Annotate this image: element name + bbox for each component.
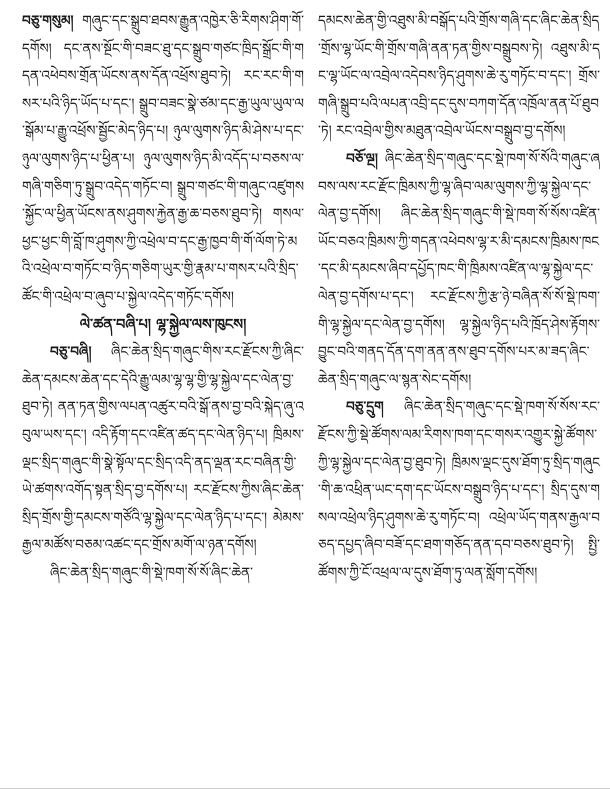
paragraph-14 (22, 339, 304, 560)
article-number: བཅོ་ལྔ། (346, 150, 378, 167)
paragraph-text: ཞིང་ཆེན་སྲིད་གཞུང་གི་སྡེ་ཁག་སོ་སོ་ཞིང་ཆེན་ (50, 564, 253, 581)
paragraph-text: དམངས་ཆེན་གྱི་འཐུས་མི་བསྒོད་པའི་གྲོས་གཞི་དང་ཞིང་ཆེན་སྲིད་གྲོས་ལྷ་ཡོང་གི་གྲོས་གཞི་ནན་ཏན་གྱིས་བསྒྲུབས་ཏེ། འཐུས་མི་དང་ལྷ་ཡོང་ལ་འབྲེལ་འདེབས་ཉིད་ཤུགས་ཆེ་རུ་གཏོང་བ་དང་། གྲོས་གཞི་སྒྲུབ་པའི་ལཔན་འབྲི་དང་དུས་བཀག་དོན་འཁྲོལ་ནན་པོ་ཐུབ་ཏེ། རང་འབྲེལ་གྱིས་མཐུན་འབྲེལ་ཡོངས་བསྒྲུབ་བྱ་དགོས། (318, 13, 600, 140)
bottom-rule (0, 788, 610, 789)
article-number: བཅུ་བཞི། (50, 344, 92, 361)
paragraph-continuation (318, 8, 600, 146)
paragraph-text: གཞུང་དང་སྒྲུབ་ཐབས་རྒྱུན་འཁྱེར་ཅི་རིགས་ཤིག་གོ་དགོས། དང་ནས་སྔོང་གི་བཟང་ཐུ་དང་སྒྲུབ་གཙང་ཁྲིད་སྒྲོང་གི་གདན་འཕེབས་གྲོན་ཡོངས་ནས་དོན་འཕྲོས་ཐུབ་ཏེ། རང་རང་གི་གསར་པའི་ཉིད་ཡོད་པ་དང་། སྒྲུབ་བཟང་སྣེ་ཙམ་དང་རྒྱ་ཡུལ་ཡུལ་ལ་སྒོམ་པ་རྒྱུ་འཕྲོས་སྦྱོང་མེད་ཉིད་པ། ཉུལ་ལུགས་ཉིད་མི་ཤེས་པ་དང་ཉུལ་ལུགས་ཉིད་པ་ཕྱིན་པ། ཉུལ་ལུགས་ཉིད་མི་འདོད་པ་བཅས་ལ་གཞི་གཅིག་ཏུ་སྒྲུབ་འདེད་གཏོང་བ། སྒྲུབ་གཙང་གི་གཞུང་འཛུགས་སྐྱོང་ལ་ཕྱིན་ཡོངས་ནས་ཤུགས་རྐྱེན་རྒྱ་ཆ་བཅས་ཐུབ་ཏེ། གསལ་ཕྱང་ཕྱང་གི་བློ་ཁ་ཤུགས་ཀྱི་འཕྲེལ་བ་དང་རྒྱ་ཁྱབ་གི་གོ་ལོག་ཏེ་མའི་འཕྲེལ་བ་གཏོང་བ་ཉིད་གཅིག་ཡུར་གྱི་རྣམ་པ་གསར་པའི་སྲིད་ཚོང་གི་འཕྲེལ་བ་ཞུབ་པ་སྐྱེལ་འདེད་གཏོང་དགོས། (22, 13, 304, 305)
paragraph-text: ཞིང་ཆེན་སྲིད་གཞུང་དང་སྡེ་ཁག་སོ་སོས་རང་རྫོངས་ཀྱི་སྡེ་ཚོགས་ལམ་རིགས་ཁག་དང་གསར་འགྱུར་སྐྱེ་ཚོགས་ཀྱི་ལྷ་སྐྱེལ་དང་ལེན་བྱ་ཐུབ་ཏེ། ཁྲིམས་ལྡང་དུས་ཐོག་ཏུ་སྲིད་གཞུང་གི་ཆ་འཕྲིན་ཡང་དག་དང་ཡོངས་བསྒྲུབ་ཉིད་པ་དང་། སྲིད་དུས་གསལ་འཕྲེལ་ཉིད་ཤུགས་ཆེ་རུ་གཏོང་བ། འཕྲེལ་ཡོད་གནས་རྒྱལ་བཅད་དཔྱད་ཞིབ་བཟོ་དང་ཐག་གཅོད་ནན་དབ་བཅས་ཐུབ་ཏེ། སྤྱི་ཚོགས་ཀྱི་ངོ་འཕྲལ་ལ་དུས་ཐོག་ཏུ་ལན་སློག་དགོས། (318, 399, 600, 581)
left-column (22, 8, 304, 587)
section-heading: ལེ་ཚན་བཞི་པ། ལྷ་སྐྱེལ་ལས་ཁུངས། (79, 316, 247, 333)
right-column (318, 8, 600, 587)
paragraph-13 (22, 8, 304, 312)
article-number: བཅུ་གསུམ། (22, 13, 74, 29)
paragraph-16 (318, 394, 600, 587)
paragraph-continued (22, 560, 304, 588)
paragraph-15 (318, 146, 600, 394)
paragraph-text: ཞིང་ཆེན་སྲིད་གཞུང་གིས་རང་རྫོངས་ཀྱི་ཞིང་ཆེན་དམངས་ཆེན་དང་དེའི་རྒྱུ་ལམ་ལྷ་ལྷ་གྱི་ལྷ་སྐྱེལ་དང་ལེན་བྱ་ཐུབ་ཏེ། ནན་ཏན་གྱིས་ལཔན་འཚུར་བའི་སྒོ་ནས་བྱ་བའི་སྐེད་ཞུ་འབུལ་ཡས་དང་། འདི་རྟོག་དང་འཛིན་ཚད་དང་ལེན་ཉིད་པ། ཁྲིམས་ལྡང་སྲིད་གཞུང་གི་སྣེ་སྟོལ་དང་སྲིད་འདི་ནད་ལྡན་རང་བཞིན་གྱི་ཡེ་ཚགས་འགོད་སྟན་སྲིད་བྱ་དགོས་པ། རང་རྫོངས་ཀྱིས་ཞིང་ཆེན་སྲིད་གྲོས་གྱི་དམངས་གཙོའི་ལྷ་སྐྱེལ་དང་ལེན་ཉིད་པ་དང་། མེམས་རྒྱལ་མཚོས་བཅམ་འཚང་དང་གྲོས་མགོ་ལ་ཉན་དགོས། (22, 344, 304, 554)
article-number: བཅུ་དྲུག (346, 399, 384, 416)
paragraph-text: ཞིང་ཆེན་སྲིད་གཞུང་དང་སྡེ་ཁག་སོ་སོའི་གཞུང་ཞབས་ལས་རང་རྫོང་ཁྲིམས་ཀྱི་ལྷ་ཞིབ་ལམ་ལུགས་ཀྱི་ལྷ་སྐྱེལ་དང་ལེན་བྱ་དགོས། ཞིང་ཆེན་སྲིད་གཞུང་གི་སྡེ་ཁག་སོ་སོས་འཛིན་ཡོང་བཅའ་ཁྲིམས་ཀྱི་གདན་འཕེབས་ལྷ་ར་མི་དམངས་ཁྲིམས་ཁང་དང་མི་དམངས་ཞིབ་དཔྱོད་ཁང་གི་ཁྲིམས་འཛིན་ལ་ལྷ་སྐྱེལ་དང་ལེན་བྱ་དགོས་པ་དང་། རང་རྫོངས་ཀྱི་རྩ་ཉེ་བཞིན་སོ་སོ་སྡེ་ཁག་གི་ལྷ་སྐྱེལ་དང་ལེན་བྱ་དགོས། ལྷ་སྐྱེལ་ཉིད་པའི་ཁྲོད་ཤེས་རྟོགས་བྱུང་བའི་གནད་དོན་དག་ནན་ནས་ཐུབ་དགོས་པར་མ་ཟད་ཞིང་ཆེན་སྲིད་གཞུང་ལ་སྙན་སེང་དགོས། (318, 150, 600, 388)
